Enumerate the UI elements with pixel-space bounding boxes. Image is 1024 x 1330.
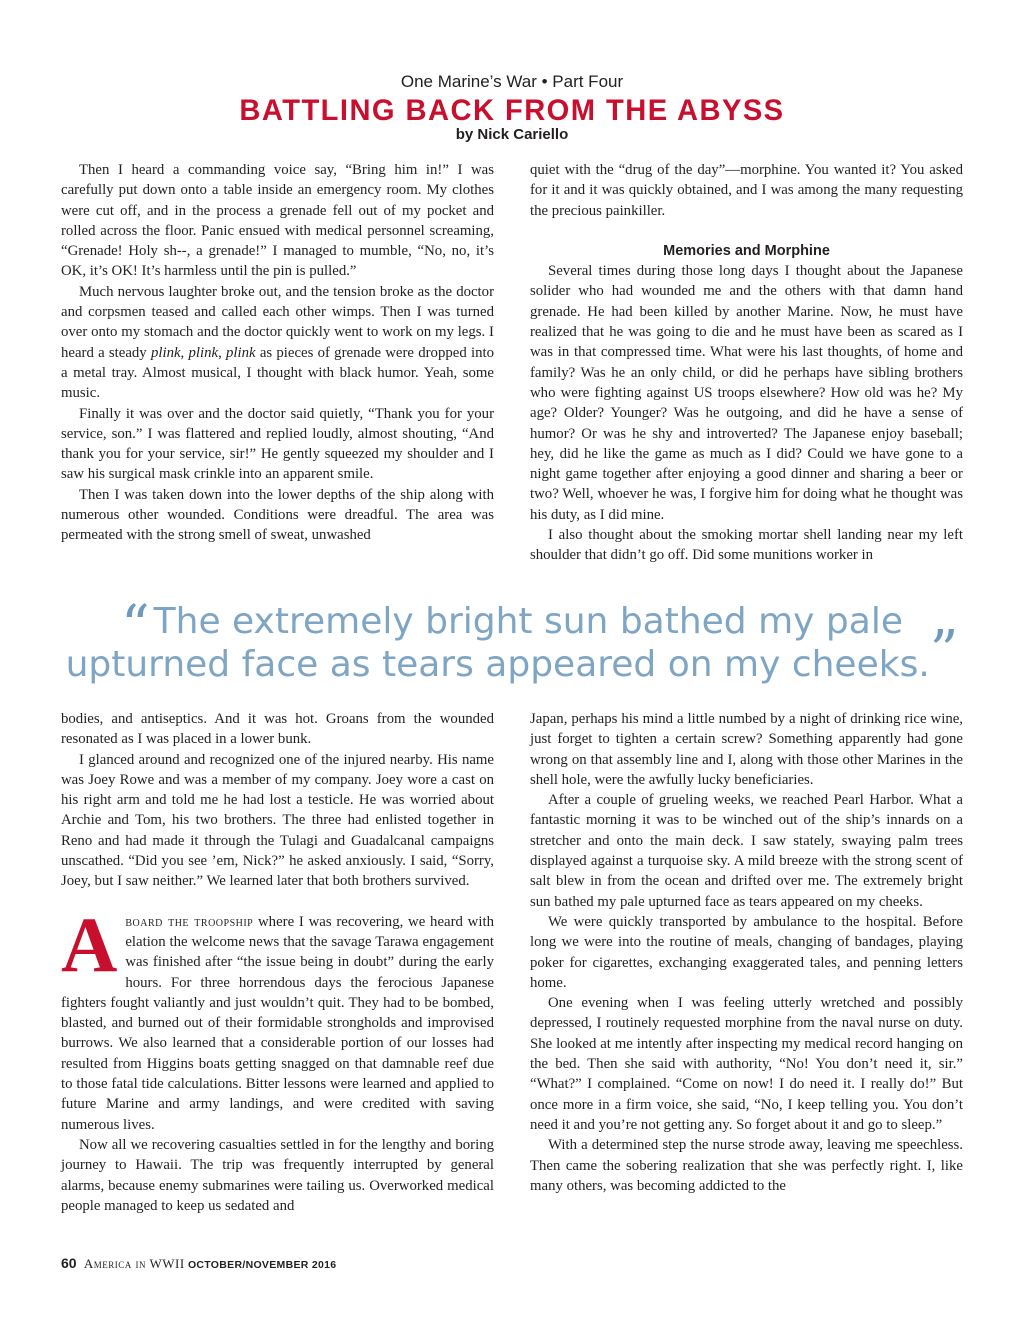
column-top-left	[61, 160, 494, 546]
open-quote-mark: “	[121, 594, 150, 659]
byline: by Nick Cariello	[455, 126, 569, 143]
paragraph: Japan, perhaps his mind a little numbed by a night of drinking rice wine, just forget to tighten a certain screw? Something apparently had gone wrong on that assembly line and I, along with those other Marines in the shell hole, were the awfully lucky beneficiaries.	[530, 711, 963, 788]
paragraph: We were quickly transported by ambulance to the hospital. Before long we were into the routine of meals, changing of bandages, playing poker for cigarettes, exchanging exaggerated tales, and penning letters home.	[530, 913, 963, 991]
paragraph: One evening when I was feeling utterly wretched and possibly depressed, I routinely requested morphine from the naval nurse on duty. She looked at me intently after inspecting my medical record hanging on the bed. Then she said with authority, “No! You don’t need it, sir.” “What?” I complained. “Come on now! I do need it. I really do!” But once more in a firm voice, she said, “No, I keep telling you. You don’t need it and you’re not getting any. So forget about it and go to sleep.”	[530, 995, 963, 1133]
page-footer	[61, 1255, 336, 1272]
issue-date: OCTOBER/NOVEMBER 2016	[187, 1259, 337, 1271]
article-title: BATTLING BACK FROM THE ABYSS	[239, 94, 785, 127]
pull-quote-line-1: The extremely bright sun bathed my pale	[153, 601, 903, 642]
paragraph: Much nervous laughter broke out, and the tension broke as the doctor and corpsmen teased and called each other wimps. Then I was turned over onto my stomach and the doctor quickly went to work on my legs. I heard a steady plink, plink, plink as pieces of grenade were dropped into a metal tray. Almost musical, I thought with black humor. Yeah, some music.	[61, 283, 494, 402]
section-subhead: Memories and Morphine	[663, 242, 830, 259]
column-bottom-right	[530, 709, 963, 1196]
paragraph: Several times during those long days I thought about the Japanese solider who had wounded me and the others with that damn hand grenade. He had been killed by another Marine. Now, he must have realized that he was going to die and he must have been as scared as I was in that compressed time. What were his last thoughts, of home and family? Was he an only child, or did he perhaps have sibling brothers who were fighting against US troops elsewhere? How old was he? My age? Older? Younger? Was he outgoing, and did he have a sense of humor? Or was he shy and introverted? The Japanese enjoy baseball; hey, did he like the game as much as I did? Could we have gone to a night game together after enjoying a good dinner and sharing a beer or two? Well, whoever he was, I forgive him for doing what he thought was his duty, as I did mine.	[530, 263, 963, 523]
paragraph: Then I was taken down into the lower depths of the ship along with numerous other wounded. Conditions were dreadful. The area was permeated with the strong smell of sweat, unwashed	[61, 486, 494, 544]
paragraph: I also thought about the smoking mortar shell landing near my left shoulder that didn’t go off. Did some munitions worker in	[530, 527, 963, 564]
column-bottom-left	[61, 709, 494, 1216]
pull-quote	[40, 594, 984, 686]
lead-in-smallcaps: board the troopship	[125, 913, 254, 930]
paragraph: I glanced around and recognized one of the injured nearby. His name was Joey Rowe and was a member of my company. Joey wore a cast on his right arm and told me he had lost a testicle. He was worried about Archie and Tom, his two brothers. The three had enlisted together in Reno and had made it through the Tulagi and Guadalcanal campaigns unscathed. “Did you see ’em, Nick?” he asked anxiously. I said, “Sorry, Joey, but I saw neither.” We learned later that both brothers survived.	[61, 751, 494, 890]
paragraph: Now all we recovering casualties settled in for the lengthy and boring journey to Hawaii. The trip was frequently interrupted by general alarms, because enemy submarines were tailing us. Overworked medical people managed to keep us sedated and	[61, 1136, 494, 1214]
paragraph: quiet with the “drug of the day”—morphine. You wanted it? You asked for it and it was quickly obtained, and I was among the many requesting the precious painkiller.	[530, 162, 963, 219]
magazine-name: America in WWII	[83, 1256, 185, 1271]
paragraph: Then I heard a commanding voice say, “Bring him in!” I was carefully put down onto a table inside an emergency room. My clothes were cut off, and in the process a grenade fell out of my pocket and rolled across the floor. Panic ensued with medical personnel screaming, “Grenade! Holy sh--, a grenade!” I managed to mumble, “No, no, it’s OK, it’s OK! It’s harmless until the pin is pulled.”	[61, 162, 494, 280]
paragraph-with-dropcap: Aboard the troopship where I was recovering, we heard with elation the welcome news that the savage Tarawa engagement was finished after “the issue being in doubt” during the early hours. For three horrendous days the ferocious Japanese fighters fought valiantly and just wouldn’t quit. They had to be bombed, blasted, and burned out of their formidable strongholds and improvised burrows. We also learned that a considerable portion of our losses had resulted from Higgins boats getting snagged on that damnable reef due to those fatal tide calculations. Bitter lessons were learned and applied to future Marine and army landings, and were credited with saving numerous lives.	[61, 900, 494, 1133]
page-number: 60	[61, 1255, 77, 1271]
paragraph: After a couple of grueling weeks, we reached Pearl Harbor. What a fantastic morning it was to be winched out of the ship’s innards on a stretcher and onto the main deck. I saw stately, swaying palm trees displayed against a turquoise sky. A mild breeze with the strong scent of salt blew in from the ocean and drifted over me. The extremely bright sun bathed my pale upturned face as tears appeared on my cheeks.	[530, 792, 963, 910]
pull-quote-line-2: upturned face as tears appeared on my cheeks.	[65, 644, 930, 685]
paragraph: Finally it was over and the doctor said quietly, “Thank you for your service, son.” I was flattered and replied loudly, almost shouting, “And thank you for your service, sir!” He gently squeezed my shoulder and I saw his surgical mask crinkle into an apparent smile.	[61, 405, 494, 483]
paragraph: With a determined step the nurse strode away, leaving me speechless. Then came the sobering realization that she was perfectly right. I, like many others, was becoming addicted to the	[530, 1137, 963, 1194]
drop-cap: A	[61, 900, 118, 988]
series-label: One Marine’s War • Part Four	[400, 72, 624, 91]
column-top-right	[530, 160, 963, 566]
paragraph: bodies, and antiseptics. And it was hot. Groans from the wounded resonated as I was placed in a lower bunk.	[61, 711, 494, 748]
close-quote-mark: ”	[929, 619, 959, 684]
